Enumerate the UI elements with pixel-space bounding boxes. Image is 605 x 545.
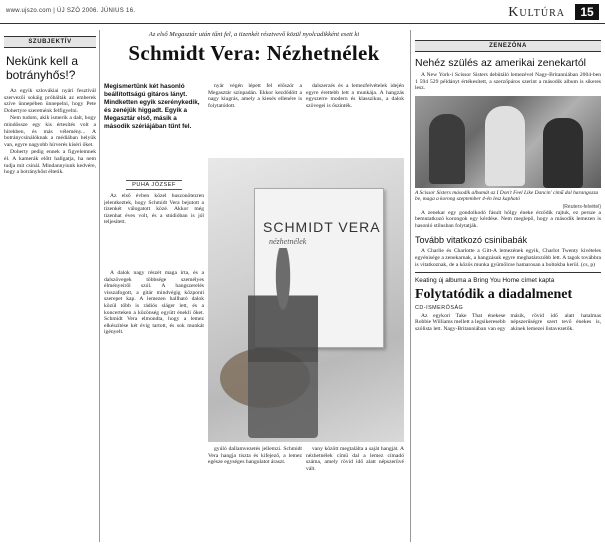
band-member [485, 106, 525, 186]
story2-body [415, 313, 601, 333]
right-lead [415, 72, 601, 92]
right-text: A zenekar egy gondolkodó fásult hölgy éneke érződik rajtuk, ez persze a bemutatkozó korongok egy kérdése. Nem meglepő, hogy a második lemezen is hasonló stílusban folytatják. [415, 209, 601, 229]
band-member [543, 118, 583, 188]
main-article [104, 28, 404, 542]
zenezona-kicker: ZENEZÓNA [415, 40, 601, 52]
story2-lead: Keating új albuma a Bring You Home címet kapta [415, 277, 555, 285]
photo-caption: A Scissor Sisters második albumát az I Don't Feel Like Dancin' című dal harangozza be, maga a korong szeptember 4-én lesz kapható [415, 189, 599, 203]
main-text: nyár végén lépett fel először a Megasztár színpadán. Ekkor kezdődött a nagy kiugrás, amely a kiesés ellenére is folytatódott. [208, 83, 302, 109]
sub-body [415, 248, 601, 268]
main-text: vany között megtalálta a saját hangját. A nézhetnélek című dal a lemez címadó száma, amely rövid idő alatt népszerűvé vált. [306, 446, 404, 472]
main-column-3b [306, 446, 404, 542]
page-number: 15 [575, 4, 599, 20]
album-title: nézhetnélek [269, 237, 307, 246]
opinion-body [4, 88, 96, 176]
scissor-sisters-photo [415, 96, 601, 188]
right-body [415, 210, 601, 230]
right-title: Nehéz szülés az amerikai zenekartól [415, 57, 586, 69]
singer-figure [248, 248, 318, 438]
page-header [0, 0, 605, 24]
main-byline: PUHA JÓZSEF [126, 180, 182, 190]
main-intro: Megismertünk két hasonló beállítottságú gitáros lányt. Mindketten egyik szerénykedik, és zenéjük higgadt. Egyik a Megasztár első, másik a második szériájában tűnt fel. [104, 83, 200, 130]
sub-title: Tovább vitatkozó csinibabák [415, 235, 528, 246]
main-photo [208, 158, 404, 442]
main-column-1 [104, 193, 204, 268]
opinion-paragraph: Nem tudom, akik ismerik a dalt, hogy mindössze egy kis értesítés volt a hírekben, és más vélemény... A botránycsinálóknak a médiában helyük van, egyre nagyobb hírverés kíséri őket. [4, 115, 96, 148]
masthead-info: www.ujszo.com | ÚJ SZÓ 2006. JÚNIUS 16. [6, 8, 136, 14]
opinion-kicker: SZUBJEKTÍV [4, 36, 96, 48]
opinion-paragraph: Doherty pedig ennek a figyelemnek él. A kamerák előtt hallgatja, ha nem tudja mit csinál. Mindannyiunk kedvére, hogy a botrányhőst éltetik. [4, 149, 96, 176]
album-artist: SCHMIDT VERA [263, 219, 381, 235]
right-column [410, 30, 601, 542]
section-name: Kultúra [508, 5, 565, 20]
main-text: gyúló dallamvezetés jellemzi. Schmidt Vera hangja tiszta és kifejező, a lemez egésze egységes hangulatot áraszt. [208, 446, 302, 466]
main-lead: Az első Megasztár után tűnt fel, a tizenkét résztvevő közül nyolcadikként esett ki [148, 31, 360, 38]
main-column-2 [208, 83, 302, 153]
opinion-column [4, 30, 100, 542]
story2-byline: CD-ISMERŐSÁG [415, 304, 464, 311]
opinion-paragraph: Az egyik szlovákiai nyári fesztivál szervezői sokáig próbálták az emberek szíve ünnepében ünnepelni, hogy Pete Dohertyre szeretnénk felfigyelni. [4, 88, 96, 114]
divider [415, 272, 601, 273]
story2-title: Folytatódik a diadalmenet [415, 286, 573, 302]
band-member [429, 114, 465, 184]
main-column-2b [208, 446, 302, 542]
right-text: A Charlie és Charlotte a Gitt-A lemezének egyik, Charlot Twenty kivételes egyénisége a zenekarnak, a hangzásuk egyre meghatározóbb lett. A tagok továbbra is vitatkoznak, de a közös munka gyümölcse hamarosan a boltokba kerül. (cs, p) [415, 248, 601, 268]
right-text: A New York-i Scissor Sisters debütáló lemezével Nagy-Britanniában 2004-ben 1 594 529 példányt értékesített, a szerzőpáros szerint a második album is sikeres lesz. [415, 72, 601, 92]
main-column-1b [104, 270, 204, 542]
main-text: Az első évben közel huszonötezren jelentkeztek, hogy Schmidt Vera bejutott a tizenkét válogatott közé. Akkor még tizenhat éves volt, és a stúdióban is jól teljesített. [104, 193, 204, 226]
main-text: dalszerzés és a lemezfelvételek idején egyre érettebb lett a munkája. A hangzás egyszerre modern és klasszikus, a dalok szövegei is őszinték. [306, 83, 404, 109]
opinion-title: Nekünk kell a botrányhős!? [6, 54, 79, 82]
main-title: Schmidt Vera: Nézhetnélek [128, 41, 380, 65]
right-text: Az egykori Take That énekese Robbie Williams mellett a legsikeresebb szólista lett. Nagy-Britanniában van egy másik, rövid idő alatt hatalmas népszerűségre szert tevő énekes is, akinek lemezei listavezetők. [415, 312, 601, 332]
photo-credit: (Reuters-felvétel) [562, 203, 601, 210]
main-text: A dalok nagy részét maga írta, és a dalszövegek többsége személyes élményeiről szól. A hangszerelés visszafogott, a gitár mindvégig központi szerepet kap. A lemezen hallható dalok közül több is rádiós sláger lett, és a koncerteken a közönség együtt énekli őket. Schmidt Vera elmondta, hogy a lemez elkészítése két évig tartott, és sok munkát igényelt. [104, 270, 204, 336]
